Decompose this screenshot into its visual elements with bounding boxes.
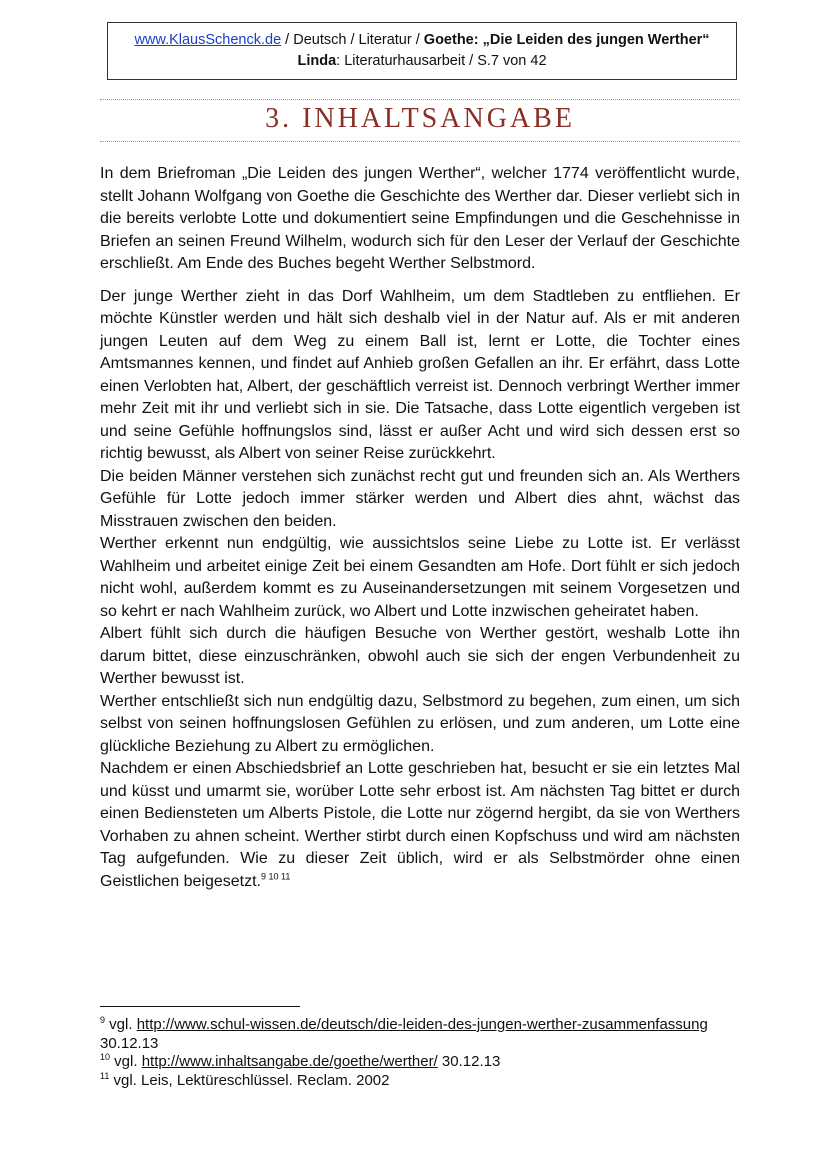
header-line-1 [108,30,736,51]
breadcrumb: / Deutsch / Literatur / [281,32,424,48]
footnote [100,1053,740,1072]
footnote-number: 10 [100,1052,111,1062]
footnote [100,1016,740,1053]
paragraph: Albert fühlt sich durch die häufigen Besuche von Werther gestört, weshalb Lotte ihn darum bittet, diese einzuschränken, obwohl auch sie sich der engen Verbundenheit zu Werther bewusst ist. [100,625,740,687]
divider-bottom [100,141,740,142]
work-title: Goethe: „Die Leiden des jungen Werther“ [423,32,710,48]
footnote-link[interactable]: http://www.schul-wissen.de/deutsch/die-leiden-des-jungen-werther-zusammenfassung [136,1016,708,1033]
footnote-number: 11 [100,1070,110,1081]
header-line-2 [108,51,736,72]
site-link[interactable]: www.KlausSchenck.de [134,32,282,48]
footnote-date: 30.12.13 [100,1034,159,1052]
footnote-text: vgl. Leis, Lektüreschlüssel. Reclam. 2002 [109,1071,390,1089]
footnote-prefix: vgl. [105,1016,137,1033]
footnotes [100,1016,740,1090]
body-text [100,163,740,893]
page-header [107,22,737,80]
header-subtitle: : Literaturhausarbeit / S.7 von 42 [336,53,547,69]
paragraph-text: Nachdem er einen Abschiedsbrief an Lotte geschrieben hat, besucht er sie ein letztes Mal und küsst und umarmt sie, worüber Lotte sehr erbost ist. Am nächsten Tag bittet er durch einen Bediensteten um Alberts Pistole, die Lotte nur zögernd hergibt, da sie von Werthers Vorhaben zu ahnen scheint. Werther stirbt durch einen Kopfschuss und wird am nächsten Tag aufgefunden. Wie zu dieser Zeit üblich, wird er als Selbstmörder ohne einen Geistlichen beigesetzt. [100,760,740,890]
paragraph: Werther erkennt nun endgültig, wie aussichtslos seine Liebe zu Lotte ist. Er verlässt Wahlheim und arbeitet einige Zeit bei einem Gesandten am Hofe. Dort fühlt er sich jedoch nicht wohl, außerdem kommt es zu Auseinandersetzungen mit seinem Vorgesetzen und so kehrt er nach Wahlheim zurück, wo Albert und Lotte inzwischen geheiratet haben. [100,535,740,620]
paragraph [100,758,740,893]
paragraph: Der junge Werther zieht in das Dorf Wahlheim, um dem Stadtleben zu entfliehen. Er möchte Künstler werden und hält sich deshalb viel in der Natur auf. Als er mit anderen jungen Leuten auf dem Weg zu einem Ball ist, lernt er Lotte, die Tochter eines Amtsmannes kennen, und findet auf Anhieb großen Gefallen an ihr. Er erfährt, dass Lotte einen Verlobten hat, Albert, der geschäftlich verreist ist. Dennoch verbringt Werther immer mehr Zeit mit ihr und verliebt sich in sie. Die Tatsache, dass Lotte eigentlich vergeben ist und seine Gefühle hoffnungslos sind, lässt er außer Acht und wird sich dessen erst so richtig bewusst, als Albert von seiner Reise zurückkehrt. [100,287,740,462]
footnote-separator [100,1006,300,1007]
author-name: Linda [297,53,337,69]
paragraph: Werther entschließt sich nun endgültig dazu, Selbstmord zu begehen, zum einen, um sich selbst von seinen hoffnungslosen Gefühlen zu erlösen, und zum anderen, um Lotte eine glückliche Beziehung zu Albert zu ermöglichen. [100,692,740,755]
footnote-prefix: vgl. [110,1053,142,1070]
section-title: 3. INHALTSANGABE [265,103,575,134]
footnote [100,1072,740,1091]
paragraph: Die beiden Männer verstehen sich zunächst recht gut und freunden sich an. Als Werthers Gefühle für Lotte jedoch immer stärker werden und Albert dies ahnt, wächst das Misstrauen zwischen den beiden. [100,467,740,530]
paragraph: In dem Briefroman „Die Leiden des jungen Werther“, welcher 1774 veröffentlicht wurde, stellt Johann Wolfgang von Goethe die Geschichte des Werther dar. Dieser verliebt sich in die bereits verlobte Lotte und dokumentiert seine Empfindungen und die Geschehnisse in Briefen an seinen Freund Wilhelm, wodurch sich für den Leser der Verlauf der Geschichte erschließt. Am Ende des Buches begeht Werther Selbstmord. [100,165,740,272]
footnote-date: 30.12.13 [437,1053,501,1070]
footnote-link[interactable]: http://www.inhaltsangabe.de/goethe/werther/ [141,1053,438,1070]
footnote-refs: 9 10 11 [260,871,291,882]
footnote-number: 9 [100,1015,106,1025]
